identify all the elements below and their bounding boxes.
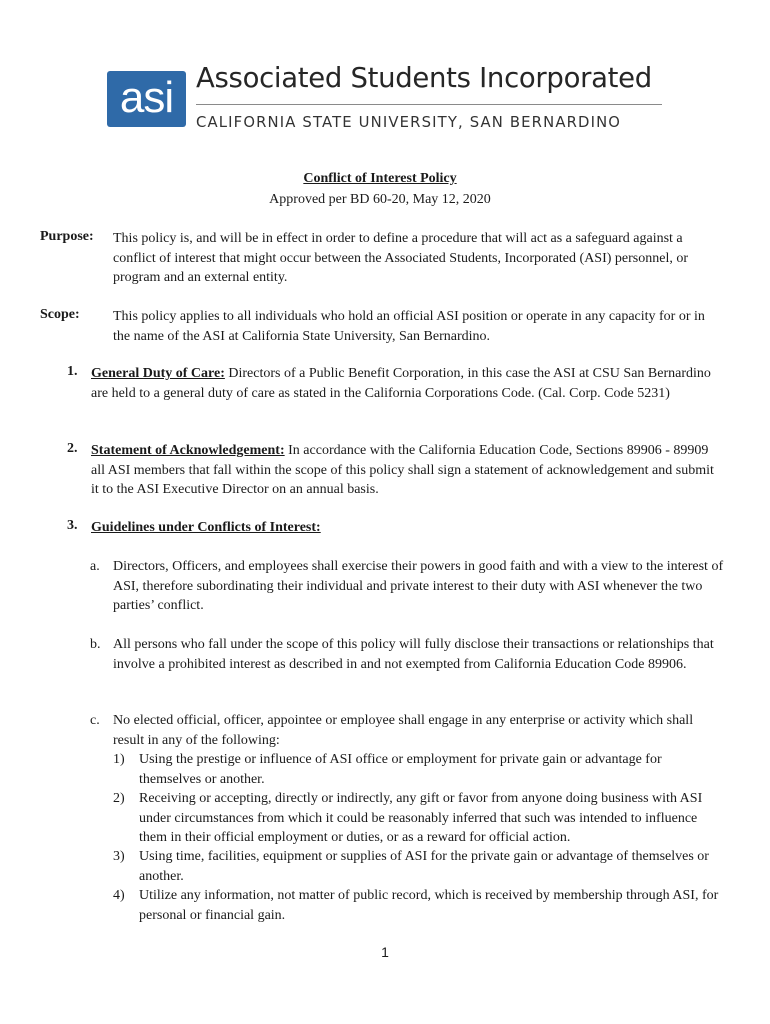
subitem-a-text: Directors, Officers, and employees shall exercise their powers in good faith and with a view to the interest of ASI, therefore subordinating their individual and private interest to their duty with ASI whenever the two parties’ conflict. (113, 559, 724, 613)
university-name: CALIFORNIA STATE UNIVERSITY, SAN BERNARDINO (196, 114, 622, 131)
purpose-label: Purpose: (40, 229, 94, 244)
approval-line: Approved per BD 60-20, May 12, 2020 (269, 192, 491, 207)
c-list-2-number: 2) (113, 791, 125, 806)
c-list-1-number: 1) (113, 752, 125, 767)
c-list-3-text: Using time, facilities, equipment or supplies of ASI for the private gain or advantage of themselves or another. (139, 849, 709, 884)
organization-name: Associated Students Incorporated (196, 62, 652, 94)
purpose-text: This policy is, and will be in effect in order to define a procedure that will act as a safeguard against a conflict of interest that might occur between the Associated Students, Incorporated (ASI) personnel, or program and an external entity. (113, 231, 688, 285)
page-number: 1 (381, 944, 389, 960)
asi-logo (107, 71, 186, 127)
c-list-4-number: 4) (113, 888, 125, 903)
subitem-b-letter: b. (90, 637, 101, 652)
item-2-heading: Statement of Acknowledgement: (91, 443, 285, 458)
c-list-3-number: 3) (113, 849, 125, 864)
item-1-text: Directors of a Public Benefit Corporation, in this case the ASI at CSU San Bernardino are held to a general duty of care as stated in the California Corporations Code. (Cal. Corp. Code 5231) (91, 366, 711, 401)
item-3-number: 3. (67, 518, 78, 533)
scope-label: Scope: (40, 307, 80, 322)
c-list-2-text: Receiving or accepting, directly or indirectly, any gift or favor from anyone doing business with ASI under circumstances from which it could be reasonably inferred that such was intended to influence them in their official employment or duties, or as a reward for official action. (139, 791, 703, 845)
subitem-c-text: No elected official, officer, appointee or employee shall engage in any enterprise or activity which shall result in any of the following: (113, 713, 694, 748)
item-2 (91, 441, 721, 500)
logo-text: asi (119, 73, 174, 122)
item-1 (91, 364, 721, 403)
item-1-heading: General Duty of Care: (91, 366, 225, 381)
item-3 (91, 518, 721, 538)
c-list-1-text: Using the prestige or influence of ASI office or employment for private gain or advantage for themselves or another. (139, 752, 662, 787)
item-2-number: 2. (67, 441, 78, 456)
subitem-b-text: All persons who fall under the scope of this policy will fully disclose their transactions or relationships that involve a prohibited interest as described in and not exempted from California Education Code 89906. (113, 637, 714, 672)
c-list-4-text: Utilize any information, not matter of public record, which is received by membership through ASI, for personal or financial gain. (139, 888, 719, 923)
item-2-text: In accordance with the California Education Code, Sections 89906 - 89909 all ASI members that fall within the scope of this policy shall sign a statement of acknowledgement and submit it to the ASI Executive Director on an annual basis. (91, 443, 714, 497)
item-1-number: 1. (67, 364, 78, 379)
subitem-c-letter: c. (90, 713, 100, 728)
subitem-a-letter: a. (90, 559, 100, 574)
header-divider (196, 104, 662, 105)
item-3-heading: Guidelines under Conflicts of Interest: (91, 520, 321, 535)
scope-text: This policy applies to all individuals who hold an official ASI position or operate in any capacity for or in the name of the ASI at California State University, San Bernardino. (113, 309, 705, 344)
document-title: Conflict of Interest Policy (303, 171, 457, 186)
